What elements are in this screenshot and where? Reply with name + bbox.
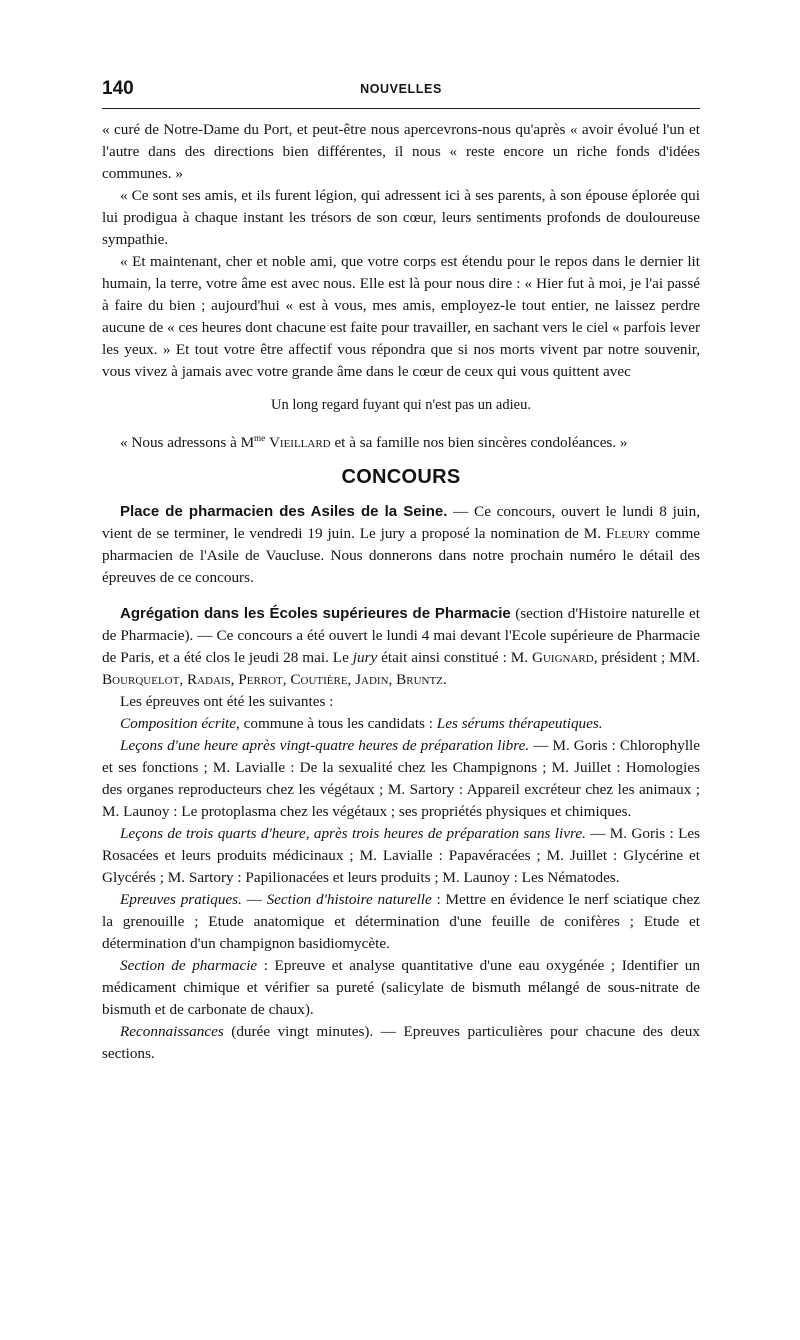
exam-text: : Mettre en évidence le nerf sciatique chez la grenouille ; Etude anatomique et détermination d'une feuille de conifères ; Etude et détermination d'un champignon basidiomycète. — [102, 891, 700, 953]
concours-pharmacien-paragraph — [102, 501, 700, 589]
person-name: Guignard — [532, 649, 594, 667]
concours-title: Place de pharmacien des Asiles de la Seine. — [120, 503, 448, 521]
jury-members: Bourquelot, Radais, Perrot, Coutière, Jadin, Bruntz — [102, 671, 443, 689]
epigraph-line: Un long regard fuyant qui n'est pas un adieu. — [271, 397, 531, 413]
eulogy-paragraph-3: « Et maintenant, cher et noble ami, que votre corps est étendu pour le repos dans le dernier lit humain, la terre, votre âme est avec nous. Elle est là pour nous dire : « Hier fut à moi, je l'ai passé à faire du bien ; aujourd'hui « est à vous, mes amis, employez-le tout entier, ne laissez perdre aucune de « ces heures dont chacune est faite pour travailler, en sachant vers le ciel « parfois lever les yeux. » Et tout votre être affectif vous répondra que si nos morts vivent par notre souvenir, vous vivez à jamais avec votre grande âme dans le cœur de ceux qui vous quittent avec — [102, 253, 700, 380]
lecons-une-heure-paragraph — [102, 735, 700, 823]
exam-label: Composition écrite — [120, 715, 237, 733]
epreuves-pratiques-paragraph — [102, 889, 700, 955]
header-rule — [102, 108, 700, 109]
page-number: 140 — [102, 78, 134, 99]
exam-label: Epreuves pratiques. — [120, 891, 242, 909]
concours-text: — Ce concours, ouvert le lundi 8 juin, vient de se terminer, le vendredi 19 juin. Le jury a proposé la nomination de M. — [102, 503, 701, 543]
exam-label: Reconnaissances — [120, 1023, 224, 1041]
composition-paragraph — [102, 713, 700, 735]
eulogy-paragraph-2: « Ce sont ses amis, et ils furent légion, qui adressent ici à ses parents, à son épouse éplorée qui lui prodigua à chaque instant les trésors de son cœur, leurs sentiments profonds de douloureuse sympathie. — [102, 187, 700, 248]
concours-text: (section d'Histoire naturelle et de Pharmacie). — Ce concours a été ouvert le lundi 4 mai devant l'Ecole supérieure de Pharmacie de Paris, et a été clos le jeudi 28 mai. Le — [102, 605, 700, 667]
exam-label: Section de pharmacie — [120, 957, 258, 975]
exam-label: Leçons de trois quarts d'heure, après trois heures de préparation sans livre. — [120, 825, 586, 843]
eulogy-paragraph-1: « curé de Notre-Dame du Port, et peut-être nous apercevrons-nous qu'après « avoir évolué l'un et l'autre dans des directions bien différentes, il nous « reste encore un riche fonds d'idées communes. » — [102, 121, 700, 182]
person-name: Fleury — [605, 525, 651, 543]
jury-word: jury — [352, 649, 378, 667]
concours-title: Agrégation dans les Écoles supérieures de Pharmacie — [120, 605, 511, 623]
running-title: NOUVELLES — [360, 82, 442, 96]
reconnaissances-paragraph — [102, 1021, 700, 1065]
journal-page — [102, 78, 700, 1065]
lecons-trois-quarts-paragraph — [102, 823, 700, 889]
exam-label: Section d'histoire naturelle — [266, 891, 432, 909]
person-name: Vieillard — [268, 434, 331, 452]
exam-text: — M. Goris : Chlorophylle et ses fonctions ; M. Lavialle : De la sexualité chez les Champignons ; M. Juillet : Homologies des organes reproducteurs chez les végétaux ; M. Sartory : Appareil excréteur chez les animaux ; M. Launoy : Le protoplasma chez les végétaux ; ses propriétés physiques et chimiques. — [102, 737, 700, 821]
concours-agregation-paragraph — [102, 603, 700, 691]
paragraph-gap — [102, 589, 700, 603]
concours-text: était ainsi constitué : M. — [377, 649, 532, 667]
exam-label: Leçons d'une heure après vingt-quatre heures de préparation libre. — [120, 737, 530, 755]
honorific-superscript: me — [254, 433, 266, 443]
condolence-text-end: et à sa famille nos bien sincères condoléances. » — [330, 434, 628, 452]
concours-text: comme pharmacien de l'Asile de Vaucluse. Nous donnerons dans notre prochain numéro le détail des épreuves de ce concours. — [102, 525, 701, 587]
condolence-text: « Nous adressons à M — [120, 434, 255, 452]
section-pharmacie-paragraph — [102, 955, 700, 1021]
dash: — — [241, 891, 267, 909]
running-head — [102, 78, 700, 108]
exam-text: , commune à tous les candidats : — [236, 715, 437, 733]
epreuves-intro: Les épreuves ont été les suivantes : — [120, 693, 334, 711]
section-heading: CONCOURS — [341, 466, 461, 489]
exam-text: (durée vingt minutes). — Epreuves particulières pour chacune des deux sections. — [102, 1023, 700, 1063]
concours-text: , président ; MM. — [593, 649, 700, 667]
concours-text: . — [442, 671, 447, 689]
eulogy-paragraph-4 — [102, 427, 700, 454]
exam-text: : Epreuve et analyse quantitative d'une eau oxygénée ; Identifier un médicament chimique et vérifier sa pureté (salicylate de bismuth mélangé de sous-nitrate de bismuth et de carbonate de chaux). — [102, 957, 700, 1019]
exam-subject: Les sérums thérapeutiques. — [436, 715, 603, 733]
exam-text: — M. Goris : Les Rosacées et leurs produits médicinaux ; M. Lavialle : Papavéracées ; M. Juillet : Glycérine et Glycérés ; M. Sartory : Papilionacées et leurs produits ; M. Launoy : Les Nématodes. — [102, 825, 701, 887]
